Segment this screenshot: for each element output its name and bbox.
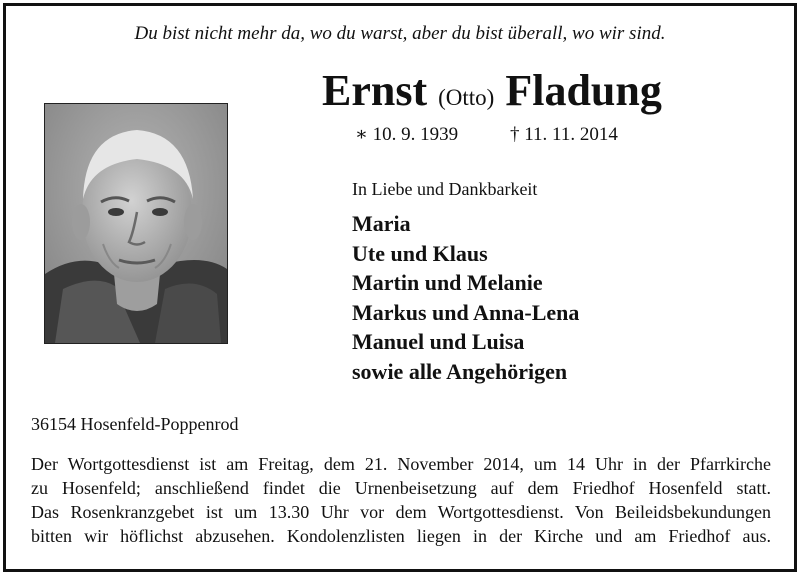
- list-item: sowie alle Angehörigen: [352, 358, 568, 384]
- portrait-photo: [44, 103, 228, 344]
- nickname: (Otto): [438, 85, 495, 110]
- death-date: † 11. 11. 2014: [510, 124, 618, 145]
- notice-line: bitten wir höflichst abzusehen. Kondolenzlisten liegen in der Kirche und am Friedhof aus.: [31, 526, 771, 546]
- birth-date: ∗ 10. 9. 1939: [355, 124, 459, 145]
- location: 36154 Hosenfeld-Poppenrod: [31, 414, 239, 434]
- portrait-photo-icon: [45, 104, 227, 343]
- service-notice: [31, 452, 771, 548]
- list-item: Markus und Anna-Lena: [352, 299, 580, 325]
- list-item: Martin und Melanie: [352, 270, 543, 295]
- notice-line: Der Wortgottesdienst ist am Freitag, dem 21. November 2014, um 14 Uhr in der Pfarrkirche: [31, 454, 771, 474]
- mourners-list: [352, 209, 579, 386]
- list-item: Ute und Klaus: [352, 240, 488, 266]
- list-item: Manuel und Luisa: [352, 329, 525, 354]
- notice-line: Das Rosenkranzgebet ist um 13.30 Uhr vor dem Wortgottesdienst. Von Beileidsbekundungen: [31, 502, 771, 522]
- last-name: Fladung: [505, 66, 662, 115]
- first-name: Ernst: [322, 66, 428, 115]
- list-item: Maria: [352, 211, 411, 236]
- motto: Du bist nicht mehr da, wo du warst, aber du bist überall, wo wir sind.: [134, 23, 666, 44]
- deceased-name: [322, 64, 662, 125]
- notice-line: zu Hosenfeld; anschließend findet die Urnenbeisetzung auf dem Friedhof Hosenfeld statt.: [31, 478, 771, 498]
- intro-text: In Liebe und Dankbarkeit: [352, 179, 538, 199]
